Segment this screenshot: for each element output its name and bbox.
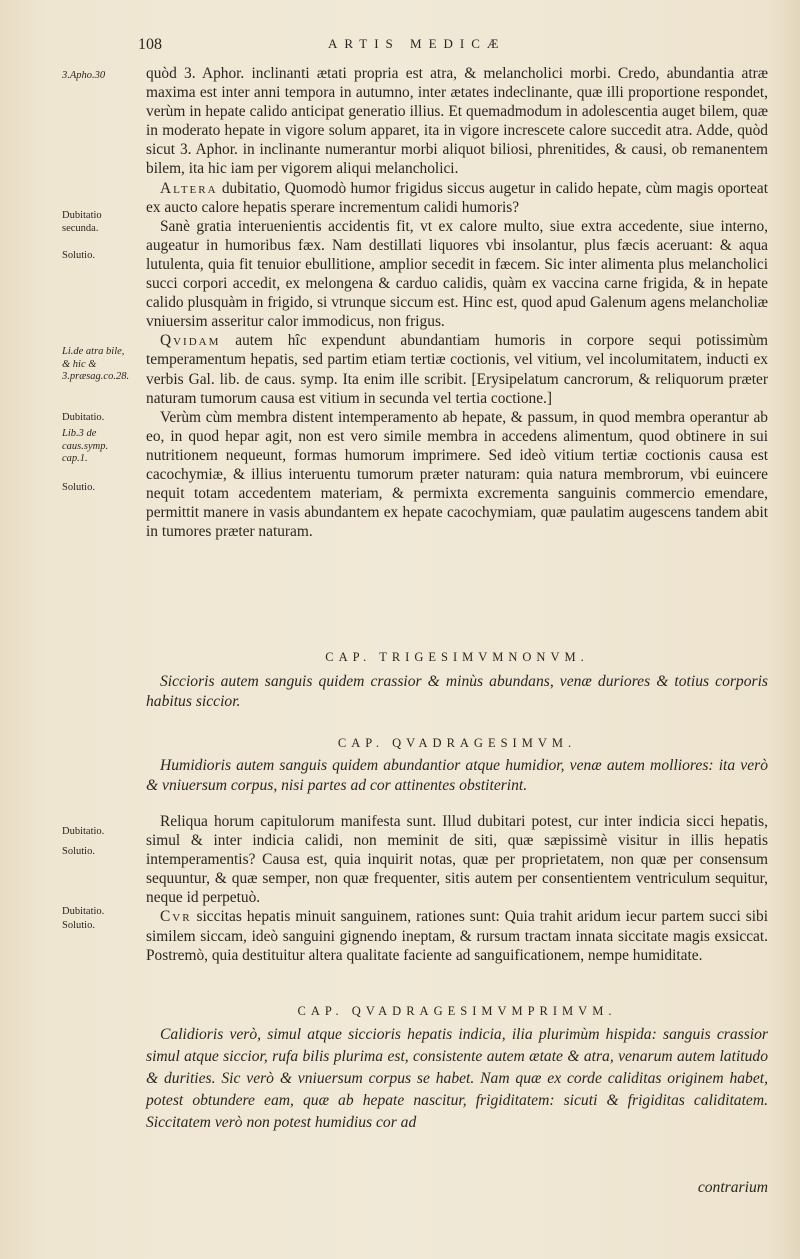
margin-note: Solutio. (62, 846, 95, 857)
chapter-heading: CAP. QVADRAGESIMVM. (337, 736, 577, 750)
aphorism-text: Calidioris verò, simul atque siccioris hepatis indicia, ilia plurimùm hispida: sanguis crassior simul atque siccior, rufa bilis plurima est, consistente autem ætate & atra, venarum autem latitudo & durities. Sic verò & vniuersum corpus se habet. Nam quæ ex corde caliditas originem habet, potest obtundere eam, quæ ab hepate nascitur, frigiditatem: sicuti & frigiditas caliditatem. Siccitatem verò non potest humidius cor ad (146, 1026, 768, 1131)
lead-word: Cvr (160, 908, 192, 926)
paragraph: Sanè gratia interuenientis accidentis fit, vt ex calore multo, siue extra accedente, siue interno, augeatur in humoribus fæx. Nam destillati liquores vbi insolantur, plus fæcis aceruant: & aqua lutulenta, quia fit tenuior ebullitione, amplior secedit in fæcem. Sic inter alimenta plus melancholici succi corpori accedit, ex melongena & carduo calidis, quàm ex vaccina carne frigida, & in hepate calido plusquàm in frigido, si vtrunque siccum est. Hinc est, quod apud Galenum agens melancholiæ vniuersim asseritur calor immodicus, non frigus. (146, 217, 768, 331)
chapter-text (146, 756, 768, 796)
page-number: 108 (138, 36, 162, 53)
paragraph: Reliqua horum capitulorum manifesta sunt. Illud dubitari potest, cur inter indicia sicci hepatis, simul & inter indicia calidi, non meminit de siti, quæ sæpissimè visitur in illis hepatis intemperamentis? Causa est, quia inquirit notas, quæ per proprietatem, non quæ per consensum sequuntur, & quæ semper, non quæ frequenter, sitis autem per consentientem ventriculum sequitur, neque id perpetuò. (146, 813, 768, 907)
paragraph: quòd 3. Aphor. inclinanti ætati propria est atra, & melancholici morbi. Credo, abundantia atræ maxima est inter anni tempora in autumno, inter ætates indeclinante, quæ illi proportione respondet, verùm in hepate calido anticipat generatio illius. Et quemadmodum in adolescentia auget bilem, quæ in moderato hepate in vigore solum apparet, ita in vigore increscete calore succedit atra. Adde, quòd sicut 3. Aphor. in inclinante numerantur morbi aliquot biliosi, phrenitides, & causi, ob remanentem bilem, ita hic iam per vigorem aliqui melancholici. (146, 65, 768, 178)
margin-note: Li.de atra bile, & hic & 3.præsag.co.28. (62, 346, 130, 382)
margin-note: Solutio. (62, 250, 95, 261)
margin-note: Dubitatio. (62, 826, 105, 837)
paragraph: Altera dubitatio, Quomodò humor frigidus siccus augetur in calido hepate, cùm magis oporteat ex aucto calore hepatis sperare incrementum calidi humoris? (146, 179, 768, 216)
running-title: ARTIS MEDICÆ (328, 36, 506, 51)
lead-word: Qvidam (160, 332, 221, 350)
chapter-text (146, 672, 768, 712)
margin-note: Dubitatio. (62, 412, 105, 423)
paragraph: Qvidam autem hîc expendunt abundantiam humoris in corpore sequi potissimùm temperamentum hepatis, sed partim etiam tertiæ coctionis, vel vitium, vel incolumitatem, inducti ex verbis Gal. lib. de caus. symp. Ita enim ille scribit. [Erysipelatum cancrorum, & reliquorum præter naturam tumorum causa est vitium in secunda vel tertia coctione.] (146, 332, 768, 407)
margin-note: Dubitatio. (62, 906, 105, 917)
paragraph: Verùm cùm membra distent intemperamento ab hepate, & passum, in quod membra operantur ab eo, in quod hepar agit, non est vero simile membra in accedens alimentum, quod obtinere in sui nutritionem nequeunt, formas humorum imprimere. Sed ideò vitium tertiæ coctionis causa est cacochymiæ, & illius interuentu tumorum præter naturam: quia natura membrorum, vbi euincere nequit totam accedentem materiam, & permixta excrementa sanguinis commercio emendare, permittit manere in vasis abundantem ex hepate cacochymiam, quæ paulatim augescens tandem abit in tumores præter naturam. (146, 408, 768, 541)
margin-note: Lib.3 de caus.symp. cap.1. (62, 428, 109, 464)
margin-note: Dubitatio secunda. (62, 210, 102, 234)
chapter-heading: CAP. QVADRAGESIMVMPRIMVM. (297, 1004, 617, 1018)
margin-note: Solutio. (62, 482, 95, 493)
catchword: contrarium (697, 1179, 768, 1196)
body-text-block (146, 64, 768, 541)
chapter-heading: CAP. TRIGESIMVMNONVM. (325, 650, 589, 664)
margin-note: 3.Apho.30 (62, 70, 106, 81)
chapter-text (146, 1024, 768, 1134)
lead-word: Altera (160, 179, 218, 197)
margin-note: Solutio. (62, 920, 95, 931)
paragraph: Cvr siccitas hepatis minuit sanguinem, rationes sunt: Quia trahit aridum iecur partem succi sibi similem siccam, ideò sanguini gignendo ineptam, & rursum tractam innata siccitate magis exsiccat. Postremò, quia destituitur altera qualitate faciente ad sanguificationem, nempe humiditate. (146, 908, 768, 964)
aphorism-text: Humidioris autem sanguis quidem abundantior atque humidior, venæ autem molliores: ita verò & vniuersum corpus, nisi partes ad cor attinentes obstiterint. (146, 757, 768, 794)
body-text-block (146, 812, 768, 965)
aphorism-text: Siccioris autem sanguis quidem crassior & minùs abundans, venæ duriores & totius corporis habitus siccior. (146, 673, 768, 710)
